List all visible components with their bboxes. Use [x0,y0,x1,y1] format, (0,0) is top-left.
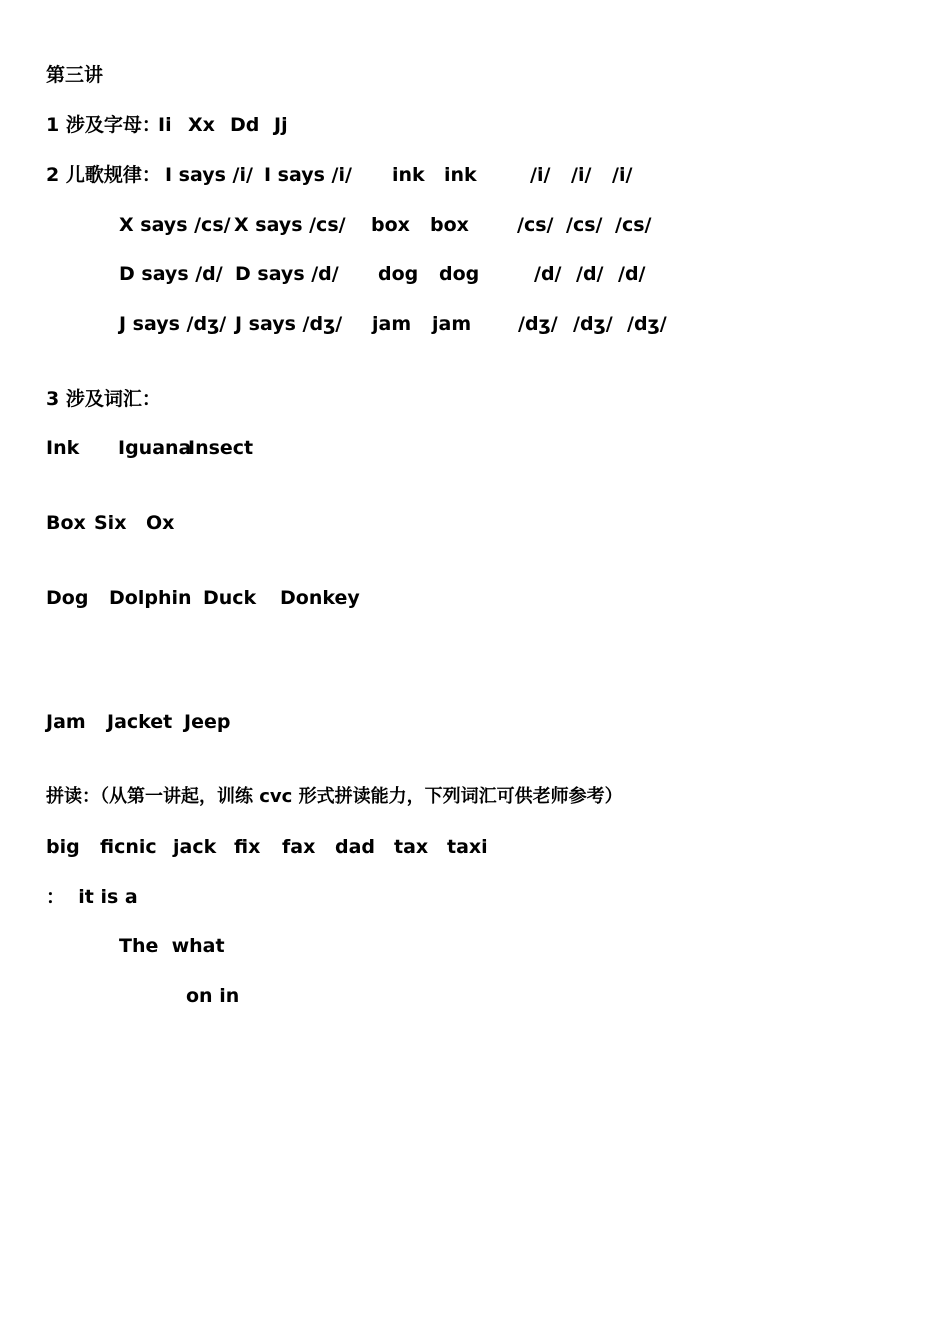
letter-jj: Jj [274,114,288,136]
vocab-word: Dog [46,587,89,609]
vocab-word: Jam [46,711,86,733]
vocab-word: Ink [46,437,80,459]
vocab-j-words [0,709,231,735]
vocab-heading-text: 3 涉及词汇： [46,388,161,410]
rhyme-sound-3: /dʒ/ [627,313,667,335]
rhyme-says-1: J says /dʒ/ [119,313,227,335]
rhyme-says-1: X says /cs/ [119,214,231,236]
rhyme-sound-1: /dʒ/ [518,313,558,335]
rhyme-word-1: box [371,214,410,236]
spelling-heading [0,784,623,810]
rhyme-says-2: D says /d/ [235,263,339,285]
rhyme-sound-1: /d/ [534,263,562,285]
spelling-word: tax [394,836,429,858]
rhyme-word-2: jam [432,313,472,335]
vocab-word: Box [46,512,86,534]
rhyme-sound-1: /cs/ [517,214,554,236]
spelling-heading-text: 拼读：（从第一讲起，训练 cvc 形式拼读能力，下列词汇可供老师参考） [46,786,623,807]
vocab-word: Dolphin [109,587,192,609]
rhyme-line-j [0,311,667,337]
spelling-word: fix [234,836,261,858]
rhyme-says-1: I says /i/ [165,164,253,186]
rhyme-line-d [0,261,646,287]
rhyme-word-1: jam [372,313,412,335]
vocab-x-words [0,510,175,536]
spelling-word: taxi [447,836,488,858]
vocab-word: Iguana [118,437,192,459]
letters-prefix: 1 涉及字母： [46,114,161,136]
vocab-word: Jacket [107,711,173,733]
spelling-word: fax [282,836,316,858]
spelling-word: jack [173,836,217,858]
rhyme-line-x [0,212,652,238]
letter-ii: Ii [158,114,172,136]
rhyme-sound-2: /dʒ/ [573,313,613,335]
letter-dd: Dd [230,114,260,136]
vocab-word: Donkey [280,587,360,609]
vocab-word: Insect [188,437,254,459]
rhyme-sound-2: /d/ [576,263,604,285]
rhyme-word-2: dog [439,263,480,285]
sight-words-line-2 [0,933,225,959]
rhyme-sound-1: /i/ [530,164,551,186]
rhyme-word-2: box [430,214,469,236]
sight-words-text: ： it is a [46,886,138,908]
letters-line [0,112,288,138]
sight-words-text: on in [186,985,240,1007]
letter-xx: Xx [188,114,215,136]
rhyme-word-2: ink [444,164,477,186]
rhyme-sound-2: /i/ [571,164,592,186]
vocab-d-words [0,585,360,611]
vocab-word: Duck [203,587,257,609]
sight-words-line-3 [0,983,240,1009]
rhymes-prefix: 2 儿歌规律： [46,164,161,186]
vocab-word: Six [94,512,127,534]
rhyme-line-i [0,162,633,188]
spelling-words [0,834,488,860]
lesson-title-text: 第三讲 [46,64,104,86]
rhyme-sound-3: /cs/ [615,214,652,236]
lesson-title [0,62,104,88]
sight-words-line-1 [0,884,138,910]
spelling-word: dad [335,836,376,858]
spelling-word: big [46,836,80,858]
rhyme-says-2: I says /i/ [264,164,352,186]
rhyme-sound-3: /d/ [618,263,646,285]
vocab-i-words [0,435,254,461]
rhyme-word-1: dog [378,263,419,285]
spelling-word: ficnic [100,836,157,858]
rhyme-word-1: ink [392,164,425,186]
rhyme-says-2: J says /dʒ/ [235,313,343,335]
rhyme-says-1: D says /d/ [119,263,223,285]
rhyme-sound-3: /i/ [612,164,633,186]
rhyme-sound-2: /cs/ [566,214,603,236]
sight-words-text: The what [119,935,225,957]
rhyme-says-2: X says /cs/ [234,214,346,236]
vocab-heading [0,386,161,412]
vocab-word: Ox [146,512,175,534]
vocab-word: Jeep [184,711,231,733]
